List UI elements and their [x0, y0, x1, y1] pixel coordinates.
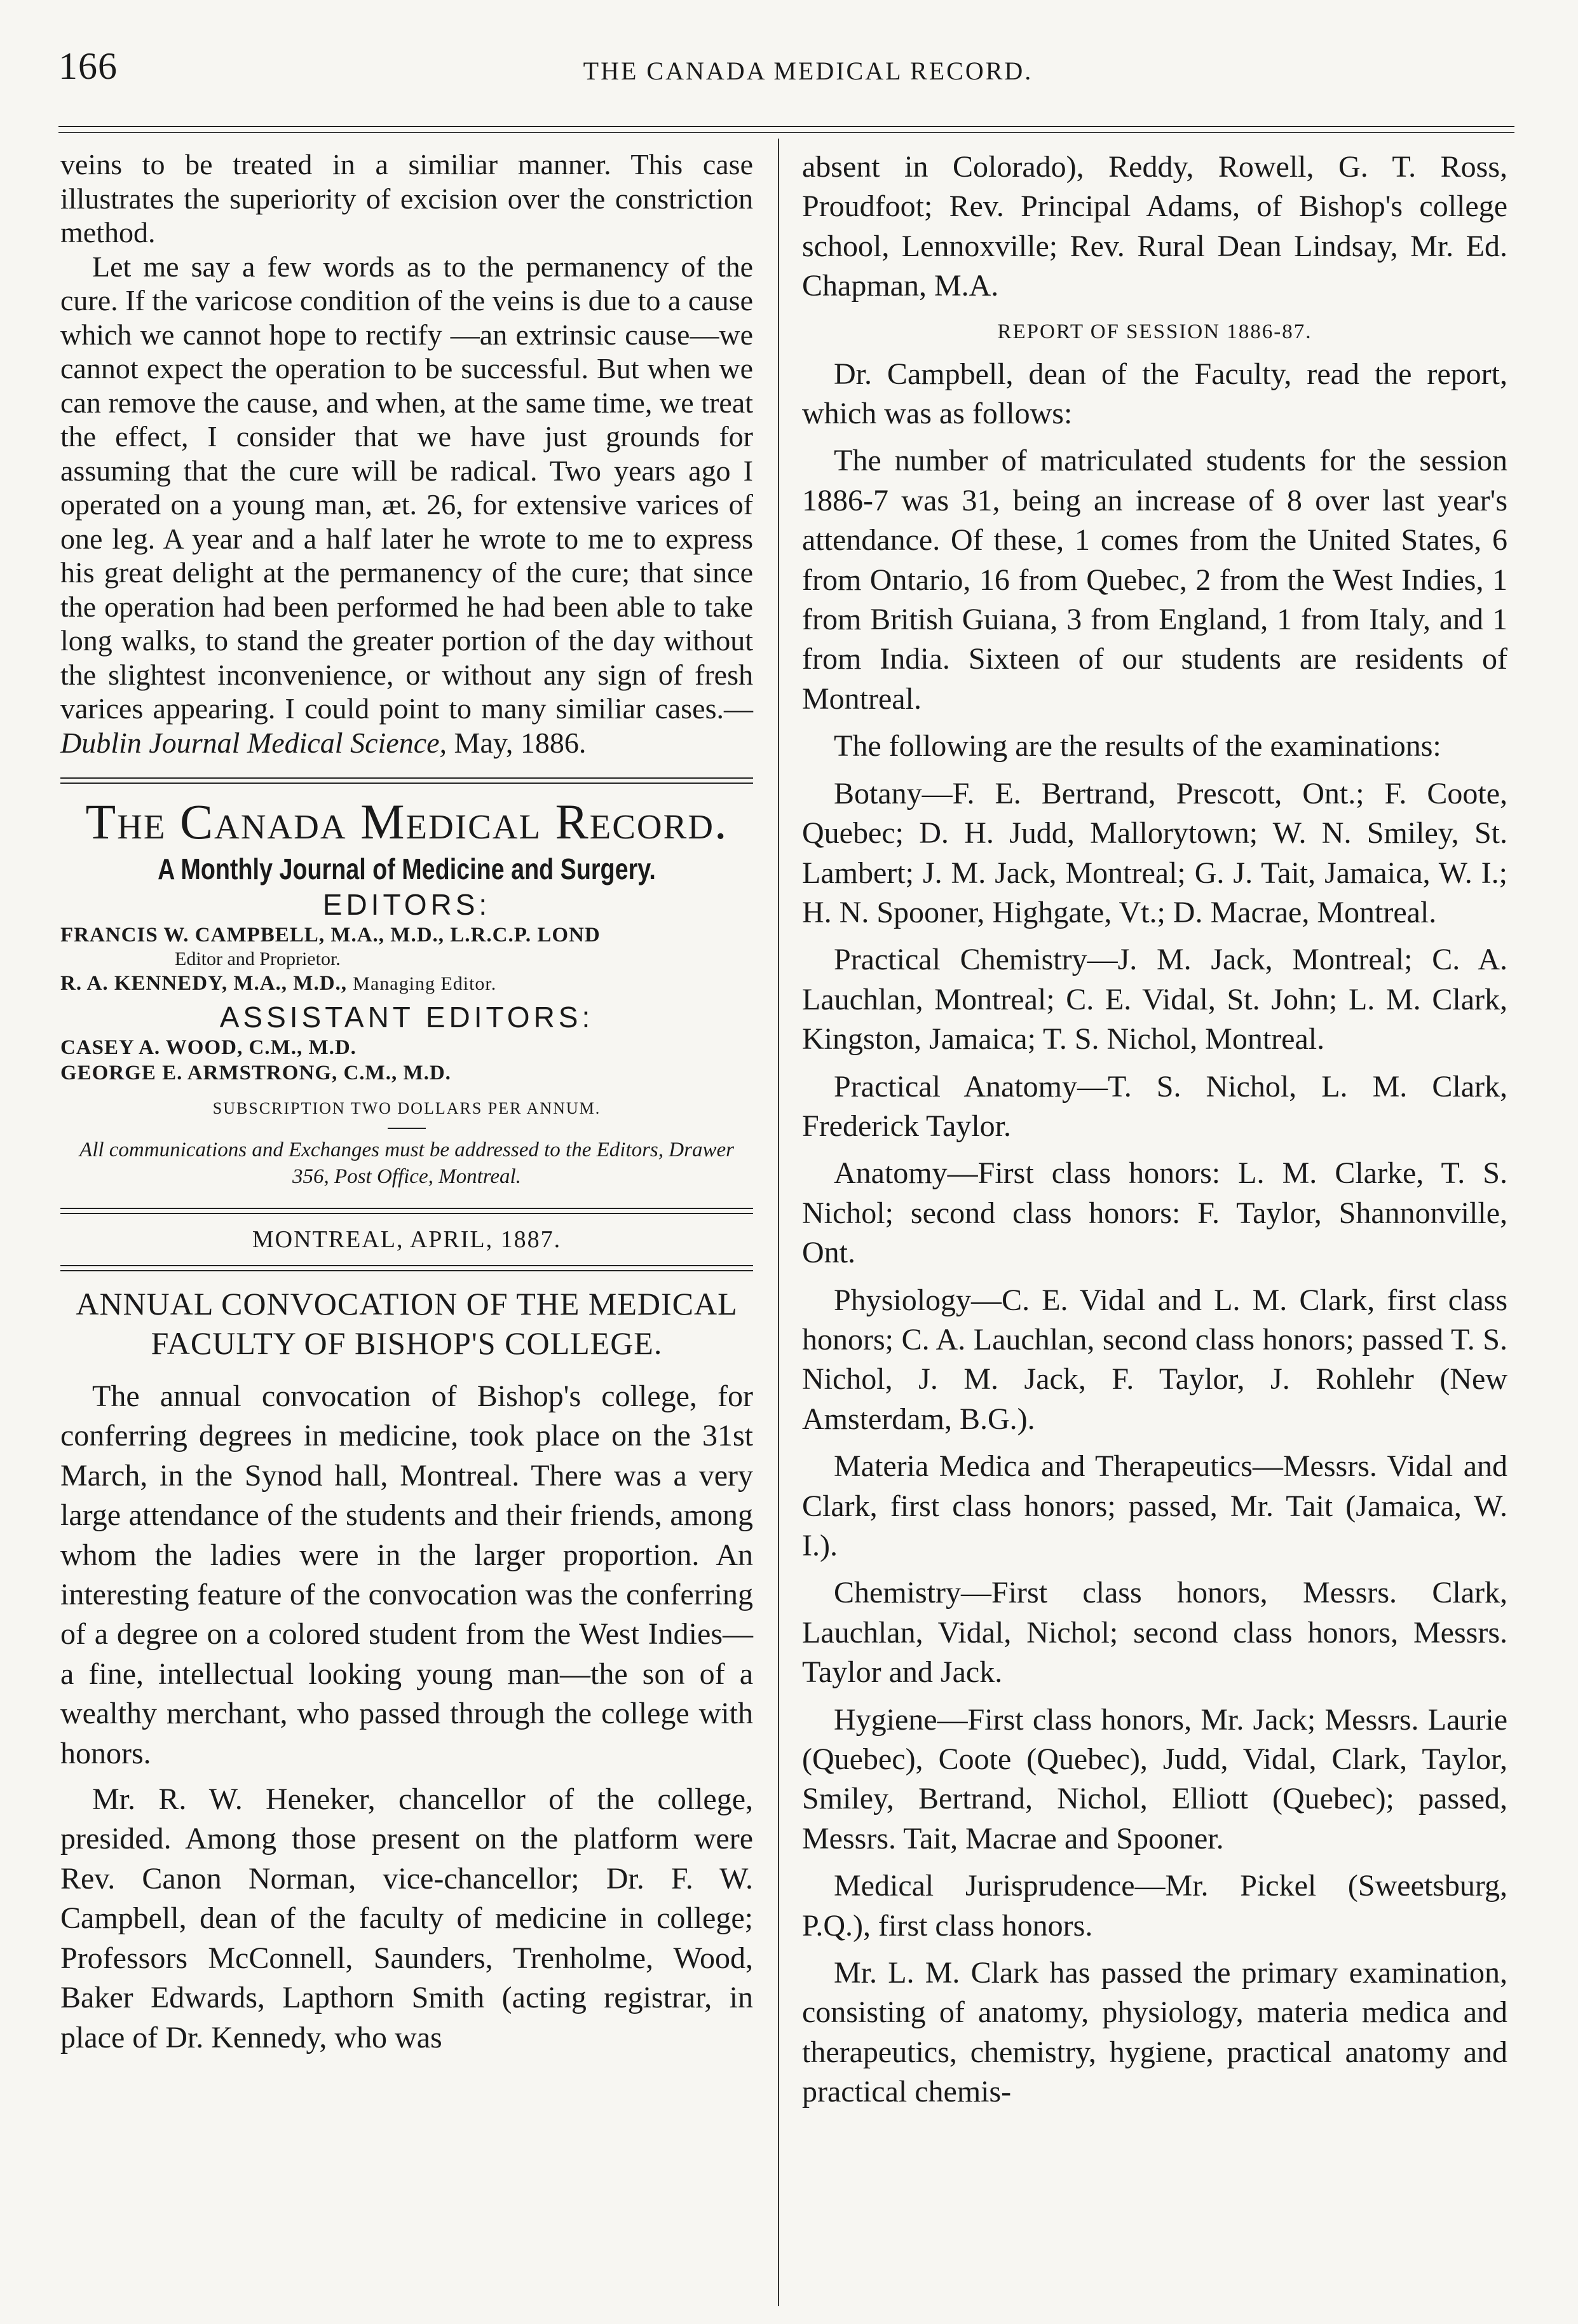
dateline-top-rule	[60, 1208, 753, 1214]
subscription-line: SUBSCRIPTION TWO DOLLARS PER ANNUM.	[212, 1099, 601, 1118]
right-para-2: Dr. Campbell, dean of the Faculty, read the report, which was as follows:	[802, 357, 1507, 431]
result-medical-jurisprudence: Medical Jurisprudence—Mr. Pickel (Sweetsburg, P.Q.), first class honors.	[802, 1869, 1507, 1943]
assistant-editors-heading: ASSISTANT EDITORS:	[219, 1001, 594, 1034]
article-para-2: Mr. R. W. Heneker, chancellor of the college, presided. Among those present on the platform were Rev. Canon Norman, vice-chancellor; Dr. F. W. Campbell, dean of the faculty of medicine in college; Professors McConnell, Saunders, Trenholme, Wood, Baker Edwards, Lapthorn Smith (acting registrar, in place of Dr. Kennedy, who was	[60, 1782, 753, 2054]
article-para-1: The annual convocation of Bishop's college, for conferring degrees in medicine, took place on the 31st March, in the Synod hall, Montreal. There was a very large attendance of the students and their friends, among whom the ladies were in the larger proportion. An interesting feature of the convocation was the conferring of a degree on a colored student from the West Indies—a fine, intellectual looking young man—the son of a wealthy merchant, who passed through the college with honors.	[60, 1379, 753, 1770]
primary-examination-note: Mr. L. M. Clark has passed the primary examination, consisting of anatomy, physiology, materia medica and therapeutics, chemistry, hygiene, practical anatomy and practical chemis-	[802, 1956, 1507, 2109]
masthead	[60, 793, 753, 1190]
masthead-top-rule	[60, 777, 753, 784]
article-title: ANNUAL CONVOCATION OF THE MEDICAL FACULTY OF BISHOP'S COLLEGE.	[76, 1286, 738, 1361]
header-rule	[58, 126, 1514, 133]
result-anatomy: Anatomy—First class honors: L. M. Clarke, T. S. Nichol; second class honors: F. Taylor, Shannonville, Ont.	[802, 1156, 1507, 1270]
left-column	[60, 147, 753, 2064]
left-para-2	[60, 250, 753, 760]
result-chemistry: Chemistry—First class honors, Messrs. Clark, Lauchlan, Vidal, Nichol; second class honors, Messrs. Taylor and Jack.	[802, 1576, 1507, 1690]
address-notice: All communications and Exchanges must be addressed to the Editors, Drawer 356, Post Office, Montreal.	[79, 1138, 734, 1188]
dateline-bottom-rule	[60, 1265, 753, 1271]
editor-2-name: R. A. KENNEDY, M.A., M.D.,	[60, 972, 348, 995]
running-title: THE CANADA MEDICAL RECORD.	[583, 57, 1033, 85]
result-physiology: Physiology—C. E. Vidal and L. M. Clark, first class honors; C. A. Lauchlan, second class honors; passed T. S. Nichol, J. M. Jack, F. Taylor, J. Rohlehr (New Amsterdam, B.G.).	[802, 1283, 1507, 1436]
left-para-2-source: Dublin Journal Medical Science,	[60, 726, 447, 759]
editor-1-name: FRANCIS W. CAMPBELL, M.A., M.D., L.R.C.P. LOND	[60, 924, 601, 947]
left-para-1: veins to be treated in a similiar manner. This case illustrates the superiority of excision over the constriction method.	[60, 148, 753, 249]
right-para-4: The following are the results of the examinations:	[834, 729, 1441, 763]
dateline: MONTREAL, APRIL, 1887.	[252, 1226, 562, 1253]
result-hygiene: Hygiene—First class honors, Mr. Jack; Messrs. Laurie (Quebec), Coote (Quebec), Judd, Vidal, Clark, Taylor, Smiley, Bertrand, Nichol, Elliott (Quebec); passed, Messrs. Tait, Macrae and Spooner.	[802, 1702, 1507, 1856]
right-para-1: absent in Colorado), Reddy, Rowell, G. T. Ross, Proudfoot; Rev. Principal Adams, of Bishop's college school, Lennoxville; Rev. Rural Dean Lindsay, Mr. Ed. Chapman, M.A.	[802, 150, 1507, 303]
right-column	[802, 147, 1507, 2120]
result-botany: Botany—F. E. Bertrand, Prescott, Ont.; F. Coote, Quebec; D. H. Judd, Mallorytown; W. N. Smiley, St. Lambert; J. M. Jack, Montreal; G. J. Tait, Jamaica, W. I.; H. N. Spooner, Highgate, Vt.; D. Macrae, Montreal.	[802, 776, 1507, 929]
masthead-short-rule	[388, 1128, 426, 1129]
editor-1-role: Editor and Proprietor.	[175, 948, 341, 969]
column-divider	[778, 139, 779, 2306]
assistant-editor-2: GEORGE E. ARMSTRONG, C.M., M.D.	[60, 1062, 451, 1084]
editor-2	[60, 971, 753, 997]
report-heading: REPORT OF SESSION 1886-87.	[997, 320, 1312, 343]
result-practical-chemistry: Practical Chemistry—J. M. Jack, Montreal; C. A. Lauchlan, Montreal; C. E. Vidal, St. John; L. M. Clark, Kingston, Jamaica; T. S. Nichol, Montreal.	[802, 943, 1507, 1056]
journal-subtitle: A Monthly Journal of Medicine and Surgery.	[158, 852, 656, 885]
journal-title: The Canada Medical Record.	[85, 794, 728, 849]
left-para-2-text: Let me say a few words as to the permanency of the cure. If the varicose condition of the veins is due to a cause which we cannot hope to rectify —an extrinsic cause—we cannot expect the operation to be successful. But when we can remove the cause, and when, at the same time, we treat the effect, I consider that we have just grounds for assuming that the cure will be radical. Two years ago I operated on a young man, æt. 26, for extensive varices of one leg. A year and a half later he wrote to me to express his great delight at the permanency of the cure; that since the operation had been performed he had been able to take long walks, to stand the greater portion of the day without the slightest inconvenience, or without any sign of fresh varices appearing. I could point to many similiar cases.—	[60, 250, 753, 725]
assistant-editor-1: CASEY A. WOOD, C.M., M.D.	[60, 1036, 357, 1059]
result-materia-medica: Materia Medica and Therapeutics—Messrs. Vidal and Clark, first class honors; passed, Mr. Tait (Jamaica, W. I.).	[802, 1449, 1507, 1562]
left-para-2-date: May, 1886.	[447, 726, 587, 759]
page-number: 166	[58, 45, 118, 87]
editors-heading: EDITORS:	[322, 888, 491, 921]
result-practical-anatomy: Practical Anatomy—T. S. Nichol, L. M. Clark, Frederick Taylor.	[802, 1069, 1507, 1143]
editor-2-role: Managing Editor.	[353, 973, 497, 994]
right-para-3: The number of matriculated students for the session 1886-7 was 31, being an increase of 8 over last year's attendance. Of these, 1 comes from the United States, 6 from Ontario, 16 from Quebec, 2 from the West Indies, 1 from British Guiana, 3 from England, 1 from Italy, and 1 from India. Sixteen of our students are residents of Montreal.	[802, 444, 1507, 716]
